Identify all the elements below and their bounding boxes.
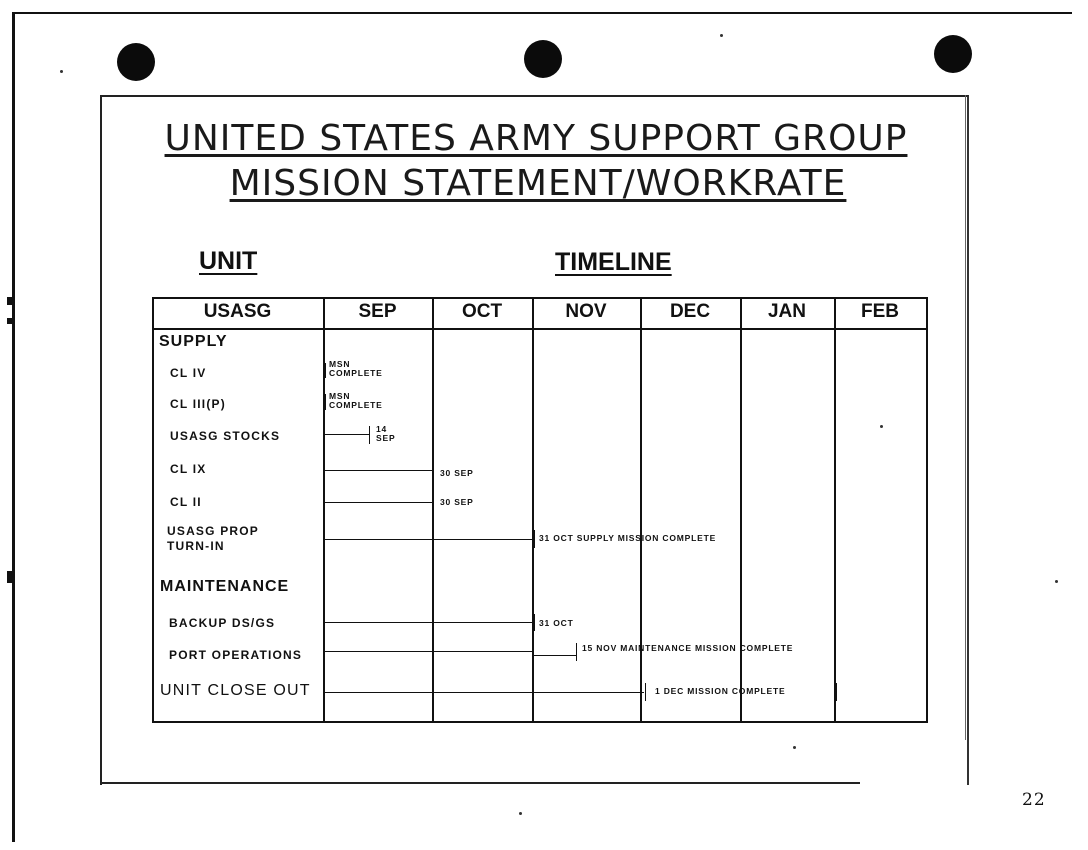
scan-speck (519, 812, 522, 815)
milestone-note-cl-iv: MSN COMPLETE (329, 359, 383, 378)
column-divider (323, 297, 325, 721)
section-label-maintenance: MAINTENANCE (160, 578, 290, 595)
row-label-unit-close-out: UNIT CLOSE OUT (160, 682, 311, 699)
timeline-bar (324, 470, 433, 471)
row-label-usasg-stocks: USASG STOCKS (170, 429, 281, 443)
punch-hole-center (524, 40, 562, 78)
timeline-bar (534, 655, 576, 656)
column-divider (432, 297, 434, 721)
column-header-oct: OCT (461, 301, 503, 322)
column-divider (532, 297, 534, 721)
section-label-supply: SUPPLY (159, 333, 228, 350)
column-header-feb: FEB (861, 301, 899, 322)
timeline-bar (324, 692, 644, 693)
milestone-tick (645, 683, 646, 701)
milestone-note-cl-iii-p: MSN COMPLETE (329, 391, 383, 410)
column-header-dec: DEC (669, 301, 711, 322)
scan-speck (60, 70, 63, 73)
punch-hole-right (934, 35, 972, 73)
milestone-note-cl-ii: 30 SEP (440, 497, 474, 507)
milestone-tick (836, 683, 837, 701)
milestone-tick (534, 530, 535, 548)
timeline-heading: TIMELINE (555, 248, 672, 276)
row-label-cl-ix: CL IX (170, 462, 207, 476)
milestone-note-usasg-prop-turn-in: 31 OCT SUPPLY MISSION COMPLETE (539, 533, 717, 543)
punch-hole-left (117, 43, 155, 81)
row-label-backup-ds-gs: BACKUP DS/GS (169, 616, 276, 630)
milestone-tick (576, 643, 577, 661)
milestone-tick (369, 426, 370, 444)
milestone-tick (534, 614, 535, 631)
milestone-tick (325, 394, 326, 410)
scan-speck (720, 34, 723, 37)
unit-heading: UNIT (199, 247, 258, 275)
milestone-note-unit-close-out: 1 DEC MISSION COMPLETE (655, 686, 786, 696)
scan-mark (7, 571, 14, 583)
scan-top-edge (12, 12, 1072, 14)
column-header-nov: NOV (565, 301, 607, 322)
column-divider (834, 297, 836, 721)
milestone-note-usasg-stocks: 14 SEP (376, 424, 396, 443)
column-header-usasg: USASG (203, 301, 272, 322)
timeline-bar (324, 651, 534, 652)
timeline-bar (324, 622, 534, 623)
row-label-cl-iv: CL IV (170, 366, 207, 380)
column-divider (640, 297, 642, 721)
table-header-divider (152, 328, 926, 330)
slide-frame-bottom (100, 782, 860, 784)
milestone-note-cl-ix: 30 SEP (440, 468, 474, 478)
scan-speck (1055, 580, 1058, 583)
timeline-bar (324, 434, 369, 435)
milestone-note-port-operations: 15 NOV MAINTENANCE MISSION COMPLETE (582, 643, 794, 653)
timeline-bar (324, 539, 534, 540)
column-header-jan: JAN (767, 301, 806, 322)
scan-mark (7, 318, 13, 324)
page-number: 22 (1022, 790, 1046, 810)
milestone-tick (325, 363, 326, 378)
column-header-sep: SEP (358, 301, 397, 322)
row-label-cl-ii: CL II (170, 495, 202, 509)
milestone-note-backup-ds-gs: 31 OCT (539, 618, 574, 628)
document-subtitle: MISSION STATEMENT/WORKRATE (229, 163, 847, 204)
row-label-usasg-prop-turn-in: USASG PROP TURN-IN (167, 524, 260, 553)
row-label-port-operations: PORT OPERATIONS (169, 648, 303, 662)
column-divider (740, 297, 742, 721)
document-title: UNITED STATES ARMY SUPPORT GROUP (164, 118, 908, 159)
timeline-bar (324, 502, 433, 503)
row-label-cl-iii-p: CL III(P) (170, 397, 226, 411)
scan-mark (7, 297, 13, 305)
